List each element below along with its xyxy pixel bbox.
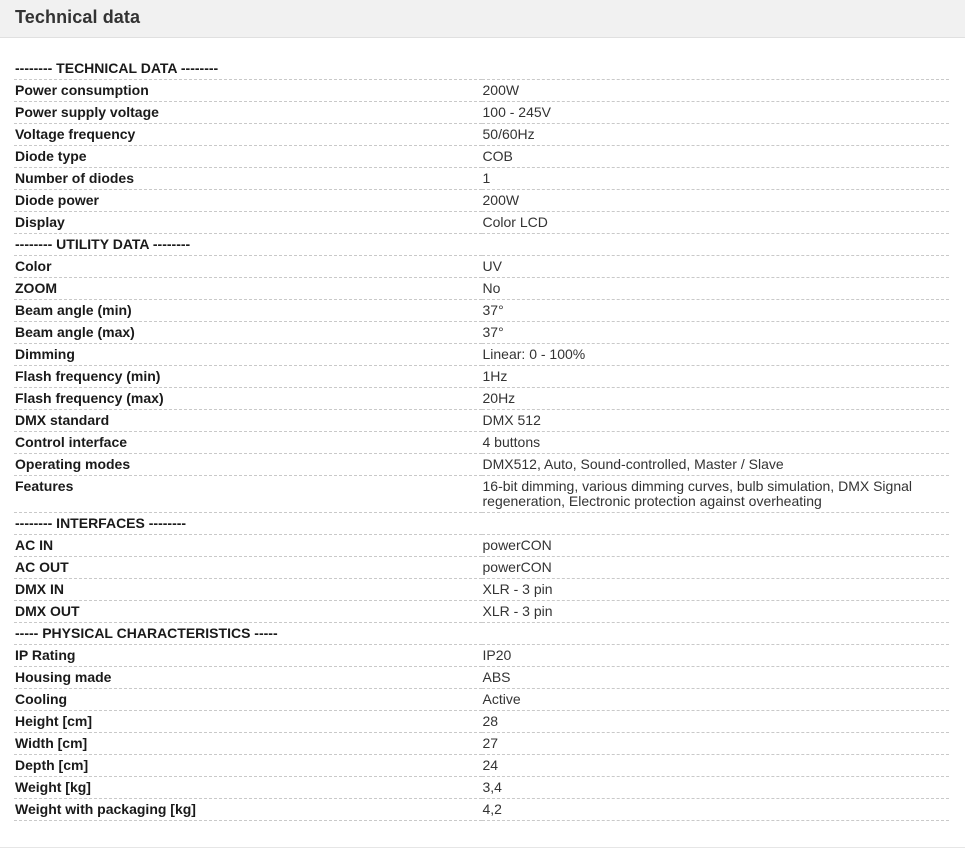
spec-value: 1Hz: [482, 366, 950, 388]
spec-label: Weight [kg]: [14, 777, 482, 799]
spec-label: IP Rating: [14, 645, 482, 667]
section-heading: -------- UTILITY DATA --------: [14, 234, 949, 256]
section-heading-row: [14, 623, 949, 645]
spec-label: Power consumption: [14, 80, 482, 102]
table-row: [14, 278, 949, 300]
table-row: [14, 689, 949, 711]
spec-label: DMX IN: [14, 579, 482, 601]
section-header: [0, 0, 965, 38]
table-row: [14, 601, 949, 623]
spec-value: 1: [482, 168, 950, 190]
table-row: [14, 366, 949, 388]
spec-label: Diode type: [14, 146, 482, 168]
spec-label: AC IN: [14, 535, 482, 557]
table-row: [14, 579, 949, 601]
spec-value: Linear: 0 - 100%: [482, 344, 950, 366]
spec-value: IP20: [482, 645, 950, 667]
table-row: [14, 300, 949, 322]
section-title: Technical data: [15, 7, 141, 27]
table-row: [14, 190, 949, 212]
spec-value: 100 - 245V: [482, 102, 950, 124]
spec-value: XLR - 3 pin: [482, 601, 950, 623]
table-row: [14, 535, 949, 557]
spec-value: COB: [482, 146, 950, 168]
spec-value: 200W: [482, 190, 950, 212]
table-row: [14, 322, 949, 344]
table-row: [14, 432, 949, 454]
section-heading: -------- TECHNICAL DATA --------: [14, 58, 949, 80]
table-row: [14, 410, 949, 432]
spec-label: Color: [14, 256, 482, 278]
spec-label: ZOOM: [14, 278, 482, 300]
spec-value: ABS: [482, 667, 950, 689]
spec-label: Width [cm]: [14, 733, 482, 755]
section-heading-row: [14, 58, 949, 80]
table-row: [14, 102, 949, 124]
table-row: [14, 212, 949, 234]
table-row: [14, 80, 949, 102]
spec-label: Voltage frequency: [14, 124, 482, 146]
spec-label: Weight with packaging [kg]: [14, 799, 482, 821]
table-row: [14, 146, 949, 168]
spec-label: Number of diodes: [14, 168, 482, 190]
spec-value: 4 buttons: [482, 432, 950, 454]
spec-label: Beam angle (max): [14, 322, 482, 344]
spec-label: Operating modes: [14, 454, 482, 476]
table-row: [14, 124, 949, 146]
table-row: [14, 799, 949, 821]
spec-label: Cooling: [14, 689, 482, 711]
table-row: [14, 711, 949, 733]
spec-label: Features: [14, 476, 482, 513]
spec-value: Color LCD: [482, 212, 950, 234]
table-row: [14, 388, 949, 410]
spec-label: Diode power: [14, 190, 482, 212]
spec-value: 4,2: [482, 799, 950, 821]
spec-value: 3,4: [482, 777, 950, 799]
table-row: [14, 645, 949, 667]
spec-label: Control interface: [14, 432, 482, 454]
section-heading: ----- PHYSICAL CHARACTERISTICS -----: [14, 623, 949, 645]
table-row: [14, 667, 949, 689]
spec-value: XLR - 3 pin: [482, 579, 950, 601]
section-heading-row: [14, 513, 949, 535]
spec-value: 27: [482, 733, 950, 755]
spec-label: Dimming: [14, 344, 482, 366]
section-footer-divider: [0, 847, 965, 848]
spec-value: 50/60Hz: [482, 124, 950, 146]
spec-value: Active: [482, 689, 950, 711]
table-row: [14, 777, 949, 799]
spec-label: DMX standard: [14, 410, 482, 432]
technical-data-table: [14, 58, 949, 821]
spec-label: Display: [14, 212, 482, 234]
spec-value: 20Hz: [482, 388, 950, 410]
table-row: [14, 476, 949, 513]
spec-value: 37°: [482, 300, 950, 322]
spec-value: 37°: [482, 322, 950, 344]
table-row: [14, 557, 949, 579]
spec-value: 200W: [482, 80, 950, 102]
spec-value: powerCON: [482, 557, 950, 579]
section-heading: -------- INTERFACES --------: [14, 513, 949, 535]
spec-value: No: [482, 278, 950, 300]
table-row: [14, 454, 949, 476]
spec-value: powerCON: [482, 535, 950, 557]
spec-label: DMX OUT: [14, 601, 482, 623]
spec-value: 16-bit dimming, various dimming curves, bulb simulation, DMX Signal regeneration, Electronic protection against overheating: [482, 476, 950, 513]
spec-label: Depth [cm]: [14, 755, 482, 777]
spec-label: Power supply voltage: [14, 102, 482, 124]
spec-label: Flash frequency (min): [14, 366, 482, 388]
spec-value: DMX512, Auto, Sound-controlled, Master / Slave: [482, 454, 950, 476]
spec-label: Beam angle (min): [14, 300, 482, 322]
table-row: [14, 256, 949, 278]
spec-label: Height [cm]: [14, 711, 482, 733]
spec-label: AC OUT: [14, 557, 482, 579]
spec-value: DMX 512: [482, 410, 950, 432]
spec-label: Flash frequency (max): [14, 388, 482, 410]
section-heading-row: [14, 234, 949, 256]
table-row: [14, 344, 949, 366]
spec-value: 24: [482, 755, 950, 777]
table-row: [14, 168, 949, 190]
table-row: [14, 755, 949, 777]
spec-value: 28: [482, 711, 950, 733]
spec-value: UV: [482, 256, 950, 278]
table-row: [14, 733, 949, 755]
technical-data-table-body: [14, 58, 949, 821]
spec-label: Housing made: [14, 667, 482, 689]
